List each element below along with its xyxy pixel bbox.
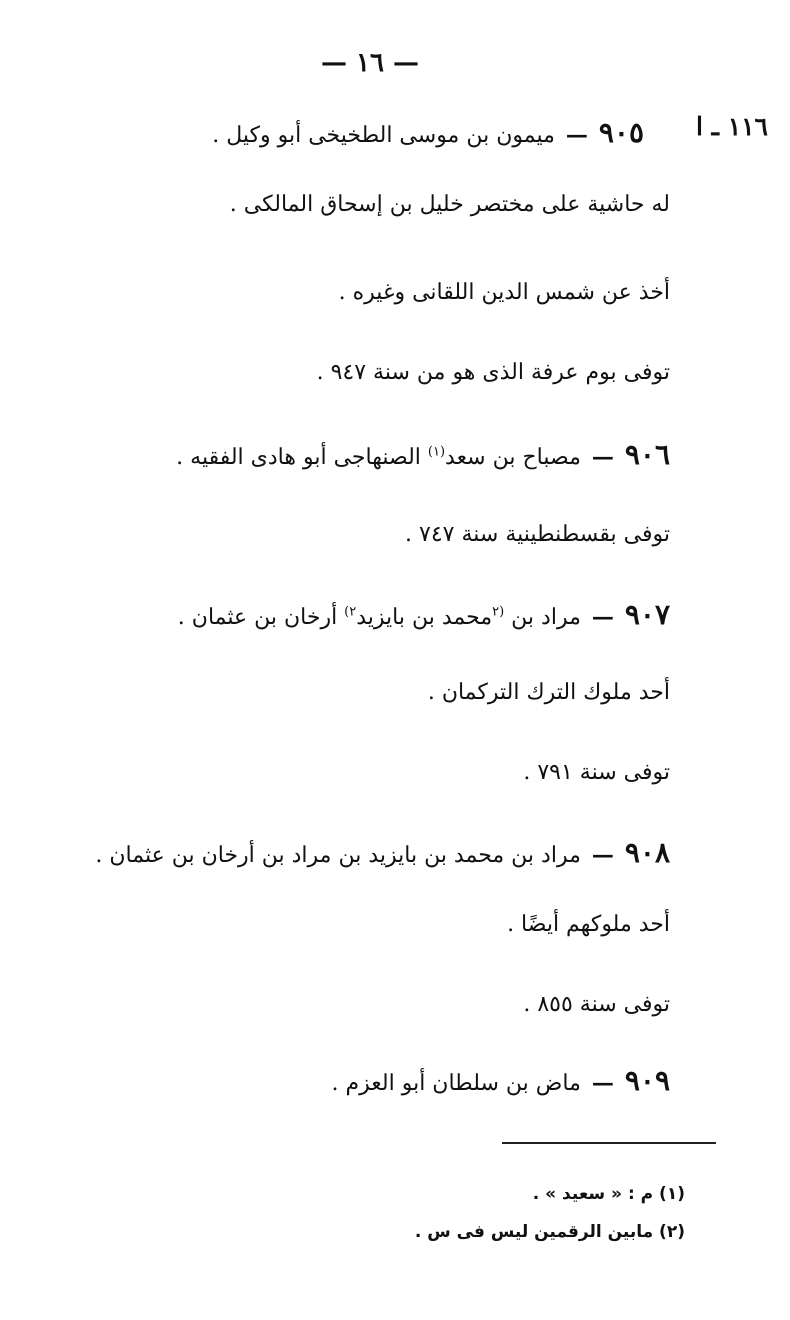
margin-reference: ١١٦ ـ ا (696, 112, 768, 141)
entry-text: توفى بقسطنطينية سنة ٧٤٧ . (405, 522, 670, 547)
entry-907-line-1 (428, 680, 670, 706)
footnote-marker-2-close: ٢) (344, 604, 357, 620)
entry-name: مراد بن (504, 605, 581, 630)
footnote-1: (١) م : « سعيد » . (532, 1184, 685, 1204)
footnote-marker-2-open: (٢ (492, 604, 505, 620)
entry-908-line-2 (523, 992, 670, 1018)
entry-text: أحد ملوكهم أيضًا . (507, 912, 670, 937)
page-number: — ١٦ — (320, 48, 420, 78)
entry-name: ماض بن سلطان أبو العزم . (331, 1071, 581, 1096)
entry-908-heading (95, 836, 670, 870)
entry-name-continued: أرخان بن عثمان . (177, 605, 345, 630)
entry-907-line-2 (523, 760, 670, 786)
entry-906-heading (176, 438, 670, 472)
entry-905-line-2 (339, 280, 670, 306)
entry-909-heading (332, 1064, 670, 1098)
entry-905-line-3 (317, 360, 670, 386)
entry-text: توفى سنة ٧٩١ . (523, 760, 670, 785)
entry-dash: — (591, 842, 614, 868)
entry-dash: — (591, 1070, 614, 1096)
entry-text: أخذ عن شمس الدين اللقانى وغيره . (338, 280, 670, 305)
entry-905-line-1 (230, 192, 670, 218)
footnote-2: (٢) مابين الرقمين ليس فى س . (414, 1222, 685, 1242)
footnote-marker-1: (١) (427, 444, 446, 460)
entry-905-heading (212, 116, 644, 150)
entry-text: له حاشية على مختصر خليل بن إسحاق المالكى . (229, 192, 670, 217)
entry-text: أحد ملوك الترك التركمان . (427, 680, 670, 705)
entry-dash: — (591, 444, 614, 470)
entry-name: مصباح بن سعد (445, 445, 581, 470)
entry-908-line-1 (507, 912, 670, 938)
entry-name: ميمون بن موسى الطخيخى أبو وكيل . (212, 123, 555, 148)
entry-number: ٩٠٩ (624, 1064, 670, 1097)
entry-906-line-1 (405, 522, 670, 548)
entry-text: توفى سنة ٨٥٥ . (523, 992, 670, 1017)
entry-name-inner: محمد بن بايزيد (356, 605, 493, 630)
entry-number: ٩٠٥ (598, 116, 644, 149)
entry-dash: — (591, 604, 614, 630)
entry-name: مراد بن محمد بن بايزيد بن مراد بن أرخان بن عثمان . (95, 843, 581, 868)
entry-907-heading (178, 598, 670, 632)
entry-number: ٩٠٧ (624, 598, 670, 631)
entry-dash: — (565, 122, 588, 148)
footnote-separator (502, 1142, 716, 1144)
entry-text: توفى بوم عرفة الذى هو من سنة ٩٤٧ . (316, 360, 670, 385)
entry-number: ٩٠٦ (624, 438, 670, 471)
entry-number: ٩٠٨ (624, 836, 670, 869)
entry-name-continued: الصنهاجى أبو هادى الفقيه . (176, 445, 428, 470)
